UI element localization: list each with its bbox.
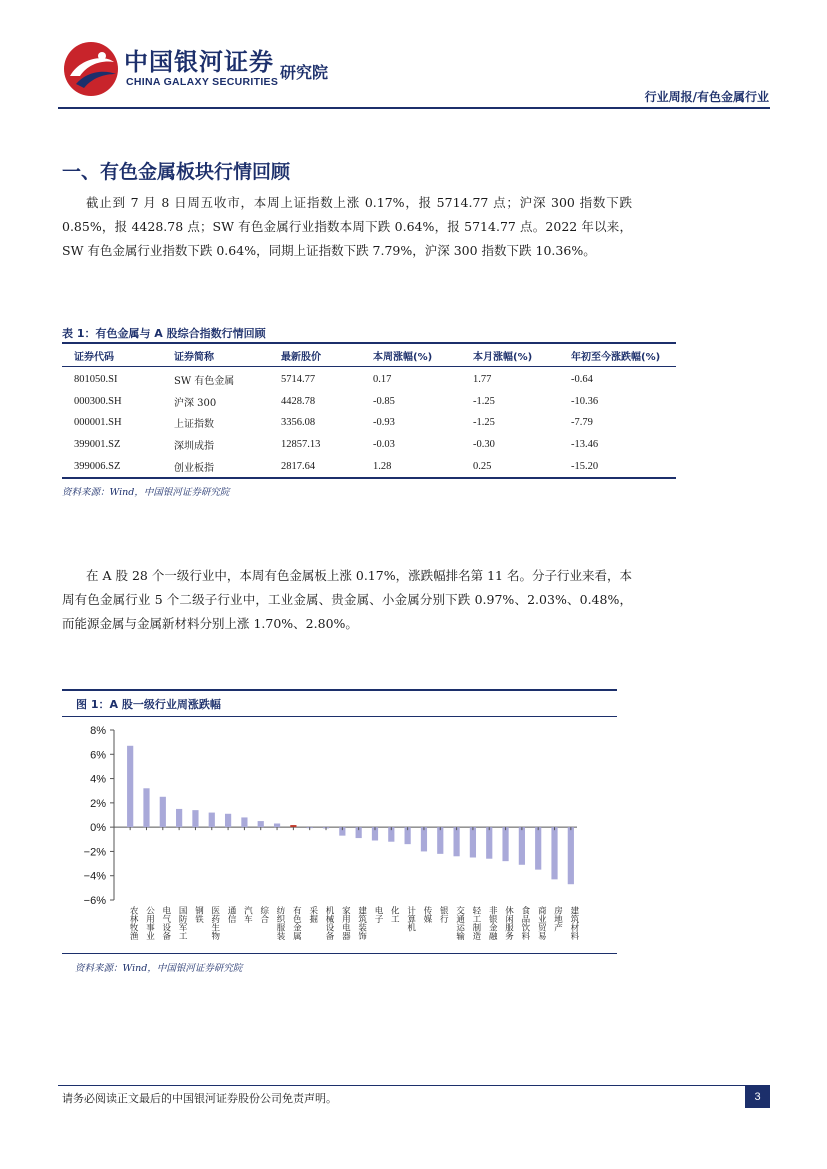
x-tick-label: 有色金属 xyxy=(291,906,302,940)
table-row xyxy=(62,412,676,434)
page-number: 3 xyxy=(745,1086,770,1108)
x-tick-label: 电子 xyxy=(372,906,383,923)
bar-农林牧渔 xyxy=(127,746,133,827)
table-cell: 2817.64 xyxy=(281,460,316,472)
bar-轻工制造 xyxy=(470,827,476,857)
table-row xyxy=(62,455,676,477)
figure-source-note: 资料来源：Wind，中国银河证券研究院 xyxy=(75,963,243,974)
x-tick-label: 食品饮料 xyxy=(519,906,530,940)
x-tick-label: 家用电器 xyxy=(340,906,351,940)
y-tick-label: 8% xyxy=(90,725,106,737)
table-cell: 沪深 300 xyxy=(174,397,217,409)
col-header: 最新股价 xyxy=(281,351,321,363)
x-tick-label: 医药生物 xyxy=(209,906,220,940)
bar-房地产 xyxy=(551,827,557,879)
bar-商业贸易 xyxy=(535,827,541,869)
table-cell: 1.77 xyxy=(473,374,492,386)
col-header: 本周涨幅(%) xyxy=(373,351,433,363)
x-tick-label: 建筑装饰 xyxy=(356,906,367,940)
galaxy-logo-icon xyxy=(62,40,120,98)
bar-公用事业 xyxy=(143,788,149,827)
bar-食品饮料 xyxy=(519,827,525,865)
footer-divider xyxy=(58,1085,770,1086)
footer-disclaimer: 请务必阅读正文最后的中国银河证券股份公司免责声明。 xyxy=(62,1092,337,1105)
table-cell: -0.85 xyxy=(373,395,395,407)
table-row xyxy=(62,391,676,413)
table-title: 表 1：有色金属与 A 股综合指数行情回顾 xyxy=(62,327,266,340)
table-cell: 1.28 xyxy=(373,460,392,472)
bar-交通运输 xyxy=(453,827,459,856)
x-tick-label: 轻工制造 xyxy=(470,906,481,940)
table-cell: 深圳成指 xyxy=(174,441,214,453)
x-tick-label: 银行 xyxy=(438,906,449,923)
figure-top-rule xyxy=(62,689,617,691)
bar-综合 xyxy=(258,821,264,827)
table-bottom-rule xyxy=(62,477,676,479)
bar-医药生物 xyxy=(209,813,215,828)
x-tick-label: 化工 xyxy=(389,906,400,923)
y-tick-label: −6% xyxy=(83,895,106,907)
table-cell: -0.30 xyxy=(473,439,495,451)
logo-institute: 研究院 xyxy=(280,63,329,82)
col-header: 本月涨幅(%) xyxy=(473,351,533,363)
x-tick-label: 采掘 xyxy=(307,906,318,923)
x-tick-label: 交通运输 xyxy=(454,906,465,940)
x-tick-label: 通信 xyxy=(226,906,237,923)
table-cell: 0.25 xyxy=(473,460,492,472)
x-tick-label: 电气设备 xyxy=(160,906,171,940)
brand-logo xyxy=(62,40,362,100)
table-header-row xyxy=(62,344,676,366)
y-tick-label: 4% xyxy=(90,773,106,786)
x-tick-label: 农林牧渔 xyxy=(128,906,139,940)
paragraph-market-review: 截止到 7 月 8 日周五收市，本周上证指数上涨 0.17%，报 5714.77 点；沪深 300 指数下跌 0.85%，报 4428.78 点；SW 有色金属行业指数本周下跌 0.64%，报 5714.77 点。2022 年以来，SW 有色金属行业指数下跌 0.64%，同期上证指数下跌 7.79%，沪深 300 指数下跌 10.36%。 xyxy=(62,195,632,258)
bar-通信 xyxy=(225,814,231,827)
table-cell: 4428.78 xyxy=(281,395,316,407)
x-tick-label: 计算机 xyxy=(405,906,416,932)
figure-title-rule xyxy=(62,716,617,717)
section-title: 一、有色金属板块行情回顾 xyxy=(62,161,291,183)
x-tick-label: 房地产 xyxy=(552,906,563,932)
table-cell: -0.03 xyxy=(373,439,395,451)
table-cell: 创业板指 xyxy=(174,462,214,474)
x-tick-label: 建筑材料 xyxy=(568,906,579,940)
table-cell: 399006.SZ xyxy=(74,460,121,472)
figure-bottom-rule xyxy=(62,953,617,954)
logo-english-name: CHINA GALAXY SECURITIES xyxy=(126,76,279,88)
table-cell: -15.20 xyxy=(571,460,599,472)
y-tick-label: 6% xyxy=(90,749,106,762)
table-cell: -0.93 xyxy=(373,417,395,429)
bar-银行 xyxy=(437,827,443,854)
col-header: 证券代码 xyxy=(74,351,114,363)
y-tick-label: −4% xyxy=(83,870,106,883)
x-tick-label: 公用事业 xyxy=(144,906,155,940)
bar-非银金融 xyxy=(486,827,492,859)
table-cell: -1.25 xyxy=(473,417,495,429)
x-tick-label: 休闲服务 xyxy=(503,906,514,940)
col-header: 年初至今涨跌幅(%) xyxy=(571,351,661,363)
x-tick-label: 非银金融 xyxy=(487,906,498,940)
table-cell: 0.17 xyxy=(373,374,392,386)
bar-传媒 xyxy=(421,827,427,851)
x-tick-label: 传媒 xyxy=(421,906,432,923)
x-tick-label: 国防军工 xyxy=(177,906,188,940)
logo-chinese-name: 中国银河证券 xyxy=(124,48,274,76)
header-divider xyxy=(58,107,770,109)
bar-纺织服装 xyxy=(274,824,280,828)
figure-title: 图 1：A 股一级行业周涨跌幅 xyxy=(76,698,221,711)
bar-国防军工 xyxy=(176,809,182,827)
x-tick-label: 纺织服装 xyxy=(275,906,286,940)
x-tick-label: 机械设备 xyxy=(324,906,335,940)
bar-汽车 xyxy=(241,817,247,827)
x-tick-label: 钢铁 xyxy=(193,906,204,923)
table-cell: 12857.13 xyxy=(281,439,321,451)
table-cell: 上证指数 xyxy=(174,419,214,431)
table-cell: -13.46 xyxy=(571,439,599,451)
table-cell: -10.36 xyxy=(571,395,599,407)
industry-weekly-change-chart xyxy=(62,718,617,952)
table-row xyxy=(62,434,676,456)
paragraph-industry-ranking: 在 A 股 28 个一级行业中，本周有色金属板上涨 0.17%，涨跌幅排名第 11 名。分子行业来看，本周有色金属行业 5 个二级子行业中，工业金属、贵金属、小金属分别下跌 0.97%、2.03%、0.48%，而能源金属与金属新材料分别上涨 1.70%、2.80%。 xyxy=(62,568,632,631)
table-row xyxy=(62,366,676,391)
table-cell: 399001.SZ xyxy=(74,439,121,451)
x-tick-label: 商业贸易 xyxy=(536,906,547,940)
x-tick-label: 汽车 xyxy=(242,906,253,923)
bar-钢铁 xyxy=(192,810,198,827)
index-review-table xyxy=(62,344,676,477)
table-cell: 000300.SH xyxy=(74,395,122,407)
bar-休闲服务 xyxy=(502,827,508,861)
bar-电气设备 xyxy=(160,797,166,827)
y-tick-label: 2% xyxy=(90,797,106,810)
bar-有色金属 xyxy=(290,825,296,827)
table-cell: -1.25 xyxy=(473,395,495,407)
y-tick-label: 0% xyxy=(90,822,106,835)
table-cell: 3356.08 xyxy=(281,417,316,429)
table-cell: -7.79 xyxy=(571,417,593,429)
table-cell: -0.64 xyxy=(571,374,593,386)
x-tick-label: 综合 xyxy=(258,906,269,923)
table-cell: SW 有色金属 xyxy=(174,376,235,388)
report-tag: 行业周报/有色金属行业 xyxy=(644,90,769,104)
bar-建筑材料 xyxy=(568,827,574,884)
table-cell: 000001.SH xyxy=(74,417,122,429)
table-cell: 801050.SI xyxy=(74,374,118,386)
table-cell: 5714.77 xyxy=(281,374,316,386)
table-source-note: 资料来源：Wind，中国银河证券研究院 xyxy=(62,487,230,498)
col-header: 证券简称 xyxy=(174,351,214,363)
y-tick-label: −2% xyxy=(83,846,106,859)
